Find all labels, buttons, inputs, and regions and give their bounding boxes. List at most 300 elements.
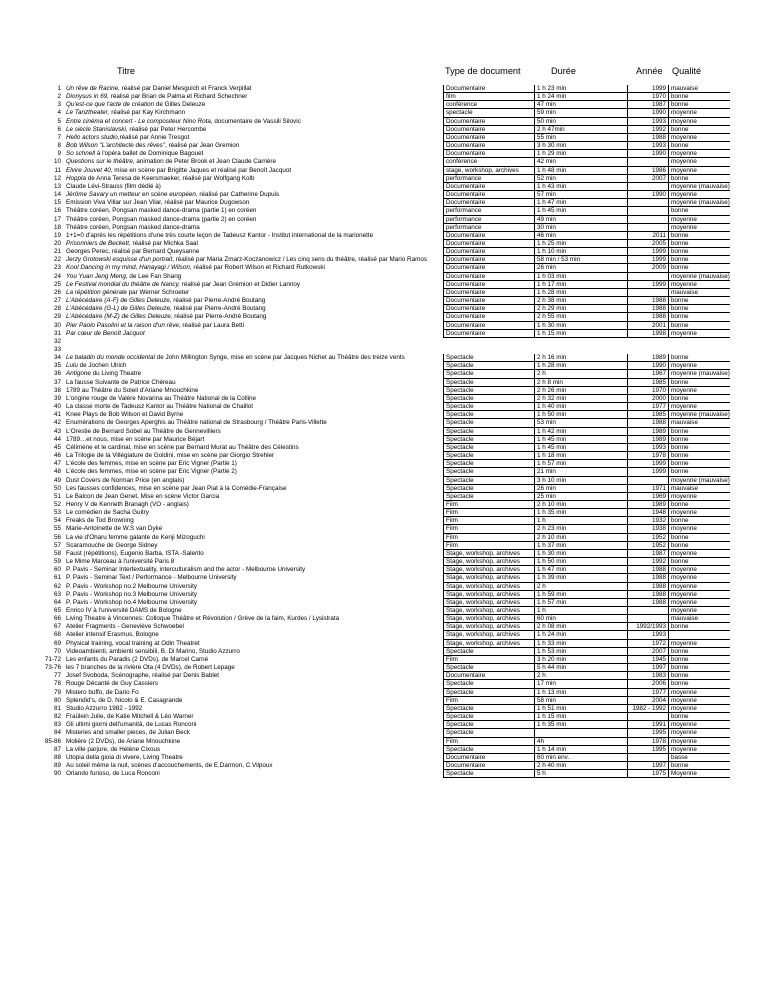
title-text: 1789…et nous, mise en scène par Maurice Béjart — [66, 435, 205, 443]
title-text: Misteries and smaller pieces, de Julian Beck — [66, 729, 190, 737]
table-row — [0, 631, 768, 639]
title-text: 1+1=0 d'après les répétitions d'une très courte leçon de Tadeusz Kantor - Institut international de la marionette — [66, 231, 374, 239]
year-cell: 1988 — [627, 599, 668, 607]
table-row — [0, 191, 768, 199]
duration-cell: 1 h 45 min — [534, 207, 627, 215]
duration-cell: 1 h 37 min — [534, 542, 627, 550]
title-text: La vie d'Oharu femme galante de Kenji Mizoguchi — [66, 533, 205, 541]
row-number: 9 — [57, 150, 61, 158]
year-cell — [627, 289, 668, 297]
quality-cell: bonne — [668, 207, 730, 215]
title-cell — [64, 738, 443, 746]
quality-cell — [668, 346, 730, 354]
title-cell — [64, 460, 443, 468]
title-text: par Werner Schroeter — [126, 288, 190, 296]
type-cell: Spectacle — [443, 721, 534, 729]
table-row — [0, 85, 768, 93]
year-cell: 1999 — [627, 248, 668, 256]
duration-cell — [534, 729, 627, 737]
title-cell — [64, 289, 443, 297]
header-type: Type de document — [445, 66, 521, 76]
title-cell — [64, 281, 443, 289]
row-number: 24 — [53, 272, 61, 280]
duration-cell: 58 min — [534, 697, 627, 705]
title-cell — [64, 207, 443, 215]
title-cell — [64, 175, 443, 183]
row-number: 21 — [53, 248, 61, 256]
duration-cell: 1 h 33 min — [534, 640, 627, 648]
table-row — [0, 281, 768, 289]
duration-cell: 1 h 50 min — [534, 411, 627, 419]
title-cell — [64, 248, 443, 256]
title-italic: Hello actors studio, — [66, 133, 120, 141]
row-number: 42 — [53, 419, 61, 427]
title-text: à l'opéra ballet de Dominique Bagouet — [95, 150, 204, 158]
title-cell — [64, 452, 443, 460]
title-cell — [64, 672, 443, 680]
row-number: 52 — [53, 500, 61, 508]
title-text: Emission Viva Villar sur Jean Vilar, réalisé par Maurice Dugowson — [66, 199, 250, 207]
type-cell: Spectacle — [443, 729, 534, 737]
title-cell — [64, 134, 443, 142]
title-cell — [64, 468, 443, 476]
row-number: 68 — [53, 631, 61, 639]
table-row — [0, 689, 768, 697]
title-italic: Pier Paolo Pasolini et la raison d'un rêve, — [66, 321, 181, 329]
year-cell: 1975 — [627, 770, 668, 778]
duration-cell: 49 min — [534, 216, 627, 224]
title-text: , réalisé par Catherine Dupuis — [195, 191, 280, 199]
row-number: 69 — [53, 639, 61, 647]
title-text: Le Balcon de Jean Genet, Mise en scène Victor Garcia — [66, 492, 220, 500]
title-italic: Le siècle Stanislavski, — [66, 125, 128, 133]
title-text: Videoambienti, ambienti sensibili, B. Di Marino, Studio Azzurro — [66, 647, 240, 655]
row-number: 78 — [53, 680, 61, 688]
table-row — [0, 134, 768, 142]
title-cell — [64, 485, 443, 493]
quality-cell: moyenne — [668, 583, 730, 591]
title-italic: Le Tanztheater — [66, 109, 108, 117]
quality-cell: moyenne — [668, 721, 730, 729]
year-cell: 1989 — [627, 354, 668, 362]
year-cell: 2006 — [627, 680, 668, 688]
type-cell: Documentaire — [443, 142, 534, 150]
title-text: P. Pavis - Workshop no.3 Melbourne University — [66, 590, 198, 598]
row-number: 50 — [53, 484, 61, 492]
table-row — [0, 273, 768, 281]
table-row — [0, 248, 768, 256]
quality-cell: moyenne — [668, 167, 730, 175]
row-number: 87 — [53, 745, 61, 753]
duration-cell: 1 h 40 min — [534, 403, 627, 411]
row-number: 88 — [53, 753, 61, 761]
year-cell: 1948 — [627, 509, 668, 517]
duration-cell: 1 h 59 min — [534, 591, 627, 599]
type-cell: Spectacle — [443, 664, 534, 672]
title-cell — [64, 322, 443, 330]
quality-cell: bonne — [668, 468, 730, 476]
title-cell — [64, 550, 443, 558]
table-row — [0, 583, 768, 591]
title-text: P. Pavis - Seminar Text / Performance - Melbourne University — [66, 574, 237, 582]
title-text: Splendid's, de D. Nicolo & E. Casagrande — [66, 696, 183, 704]
duration-cell: 42 min — [534, 158, 627, 166]
year-cell: 1989 — [627, 436, 668, 444]
title-cell — [64, 729, 443, 737]
duration-cell: 3 h 20 min — [534, 656, 627, 664]
year-cell: 1952 — [627, 534, 668, 542]
title-cell — [64, 273, 443, 281]
row-number: 15 — [53, 199, 61, 207]
quality-cell: moyenne (mauvaise) — [668, 477, 730, 485]
title-text: Josef Svoboda, Scénographe, réalisé par Denis Bablet — [66, 672, 219, 680]
type-cell: conférence — [443, 101, 534, 109]
duration-cell — [534, 338, 627, 346]
title-italic: L'Abécédaire (M-Z) de Gilles Deleuze, — [66, 313, 173, 321]
title-cell — [64, 264, 443, 272]
duration-cell: 46 min — [534, 232, 627, 240]
quality-cell — [668, 338, 730, 346]
year-cell — [627, 607, 668, 615]
quality-cell: bonne — [668, 713, 730, 721]
table-row — [0, 615, 768, 623]
duration-cell: 1 h 57 min — [534, 460, 627, 468]
title-text: Faust (répétitions), Eugenio Barba, ISTA -Salerito — [66, 549, 204, 557]
title-text: de Jochen Ulrich — [77, 362, 127, 370]
quality-cell: bonne — [668, 256, 730, 264]
title-cell — [64, 631, 443, 639]
row-number: 89 — [53, 761, 61, 769]
type-cell: Spectacle — [443, 689, 534, 697]
title-italic: Lulu — [66, 362, 78, 370]
year-cell: 1997 — [627, 664, 668, 672]
row-number: 59 — [53, 558, 61, 566]
title-cell — [64, 411, 443, 419]
row-number: 53 — [53, 509, 61, 517]
type-cell: Documentaire — [443, 240, 534, 248]
year-cell: 1995 — [627, 729, 668, 737]
type-cell: Spectacle — [443, 379, 534, 387]
duration-cell: 2 h 08 min — [534, 623, 627, 631]
title-italic: La répétition générale — [66, 288, 127, 296]
quality-cell: moyenne — [668, 509, 730, 517]
table-row — [0, 525, 768, 533]
year-cell: 1969 — [627, 493, 668, 501]
type-cell: performance — [443, 175, 534, 183]
table-row — [0, 419, 768, 427]
duration-cell: 1 h 51 min — [534, 705, 627, 713]
duration-cell: 2 h 8 min — [534, 379, 627, 387]
row-number: 38 — [53, 386, 61, 394]
title-cell — [64, 746, 443, 754]
title-text: La classe morte de Tadeusz Kantor au Théâtre National de Chaillot — [66, 403, 254, 411]
duration-cell: 1 h 48 min — [534, 167, 627, 175]
row-number: 19 — [53, 231, 61, 239]
table-row — [0, 118, 768, 126]
duration-cell: 5 h — [534, 770, 627, 778]
duration-cell: 60 min env. — [534, 754, 627, 762]
title-cell — [64, 93, 443, 101]
row-number: 25 — [53, 280, 61, 288]
quality-cell: moyenne — [668, 525, 730, 533]
quality-cell: bonne — [668, 436, 730, 444]
title-italic: Bob Wilson "L'architecte des rêves" — [66, 142, 166, 150]
title-text: Théâtre coréen, Pongsan masked dance-drama — [66, 223, 200, 231]
table-row — [0, 493, 768, 501]
title-text: Atelier intensif Erasmus, Bologne — [66, 631, 159, 639]
title-cell — [64, 721, 443, 729]
title-text: , réalisé par Kay Kirchmann — [107, 109, 186, 117]
title-text: , réalisé par Michka Saal — [129, 239, 198, 247]
title-text: , animation de Peter Brook et Jean Claude Carrière — [132, 158, 277, 166]
table-row — [0, 452, 768, 460]
duration-cell: 1 h 35 min — [534, 721, 627, 729]
title-cell — [64, 477, 443, 485]
table-row — [0, 330, 768, 338]
title-italic: L'Abécédaire (A-F) de Gilles Deleuze, — [66, 297, 172, 305]
quality-cell: moyenne — [668, 697, 730, 705]
row-number: 67 — [53, 623, 61, 631]
type-cell: Spectacle — [443, 444, 534, 452]
title-cell — [64, 150, 443, 158]
header-duration: Durée — [551, 66, 577, 76]
quality-cell: bonne — [668, 648, 730, 656]
row-number: 58 — [53, 549, 61, 557]
quality-cell: bonne — [668, 762, 730, 770]
quality-cell: bonne — [668, 395, 730, 403]
table-row — [0, 738, 768, 746]
table-row — [0, 297, 768, 305]
duration-cell: 1 h 30 min — [534, 550, 627, 558]
row-number: 77 — [53, 672, 61, 680]
type-cell: Documentaire — [443, 672, 534, 680]
title-text: réalisé par Annie Tresgot — [119, 133, 190, 141]
title-text: Molière (2 DVDs), de Ariane Mnouchkine — [66, 737, 181, 745]
table-row — [0, 289, 768, 297]
title-cell — [64, 713, 443, 721]
type-cell: Film — [443, 509, 534, 517]
duration-cell: 1 h 57 min — [534, 599, 627, 607]
title-cell — [64, 493, 443, 501]
duration-cell: 1 h 42 min — [534, 428, 627, 436]
year-cell: 1993 — [627, 631, 668, 639]
title-cell — [64, 607, 443, 615]
table-row — [0, 411, 768, 419]
title-italic: Prisonniers de Beckett — [66, 239, 129, 247]
title-text: P. Pavis - Workshop no.2 Melbourne University — [66, 582, 198, 590]
table-row — [0, 224, 768, 232]
type-cell: Film — [443, 656, 534, 664]
title-italic: Questions sur le théâtre — [66, 158, 133, 166]
row-number: 5 — [57, 117, 61, 125]
title-cell — [64, 118, 443, 126]
table-row — [0, 558, 768, 566]
duration-cell: 3 h 10 min — [534, 477, 627, 485]
table-row — [0, 697, 768, 705]
title-text: Studio Azzurro 1982 - 1992 — [66, 704, 143, 712]
duration-cell: 1 h 47 min — [534, 566, 627, 574]
quality-cell: bonne — [668, 101, 730, 109]
row-number: 35 — [53, 362, 61, 370]
quality-cell: mauvaise — [668, 419, 730, 427]
table-row — [0, 534, 768, 542]
quality-cell: moyenne — [668, 134, 730, 142]
row-number: 32 — [53, 337, 61, 345]
type-cell: Documentaire — [443, 118, 534, 126]
row-number: 64 — [53, 598, 61, 606]
row-number: 71-72 — [44, 655, 61, 663]
year-cell: 1999 — [627, 256, 668, 264]
row-number: 30 — [53, 321, 61, 329]
quality-cell: bonne — [668, 680, 730, 688]
title-text: réalisé par Brian de Palma et Richard Schechner — [109, 93, 248, 101]
duration-cell: 1 h 03 min — [534, 273, 627, 281]
year-cell: 1932 — [627, 517, 668, 525]
type-cell — [443, 346, 534, 354]
title-text: Gli ultimi giorni dell'umanità, de Lucas Ronconi — [66, 721, 197, 729]
title-text: , mise en scène par Brigitte Jaques et réalisé par Benoît Jacquot — [110, 166, 292, 174]
type-cell: Film — [443, 697, 534, 705]
title-cell — [64, 183, 443, 191]
title-cell — [64, 232, 443, 240]
title-text: Le Mime Marceau à l'université Paris 8 — [66, 558, 175, 566]
title-text: L'origine rouge de Valère Novarina au Théâtre National de la Colline — [66, 394, 256, 402]
type-cell: Spectacle — [443, 746, 534, 754]
title-text: réalisé par Pierre-André Boutang — [171, 305, 266, 313]
duration-cell: 53 min — [534, 419, 627, 427]
year-cell: 1977 — [627, 403, 668, 411]
year-cell: 2007 — [627, 648, 668, 656]
title-cell — [64, 591, 443, 599]
quality-cell: bonne — [668, 305, 730, 313]
year-cell: 1988 — [627, 297, 668, 305]
duration-cell: 4h — [534, 738, 627, 746]
type-cell: spectacle — [443, 109, 534, 117]
title-cell — [64, 428, 443, 436]
title-text: Enrico IV à l'université DAMS de Bologne — [66, 607, 182, 614]
type-cell: Documentaire — [443, 232, 534, 240]
title-cell — [64, 501, 443, 509]
duration-cell: 1 h — [534, 517, 627, 525]
table-row — [0, 762, 768, 770]
year-cell: 1993 — [627, 142, 668, 150]
title-text: réalisé par Robert Wilson et Richard Rutkowski — [191, 264, 325, 272]
row-number: 17 — [53, 215, 61, 223]
title-text: Claude Lévi-Strauss (film dédié à) — [66, 182, 161, 190]
row-number: 31 — [53, 329, 61, 337]
title-cell — [64, 623, 443, 631]
type-cell: Spectacle — [443, 362, 534, 370]
quality-cell: moyenne — [668, 109, 730, 117]
type-cell: Documentaire — [443, 330, 534, 338]
year-cell: 1983 — [627, 672, 668, 680]
title-italic: Elvire Jouvet 40 — [66, 166, 111, 174]
title-cell — [64, 754, 443, 762]
year-cell: 1990 — [627, 191, 668, 199]
row-number: 26 — [53, 288, 61, 296]
duration-cell: 58 min / 53 min — [534, 256, 627, 264]
title-text: Physical training, vocal training at Odin Theatret — [66, 639, 200, 647]
year-cell: 1992 — [627, 558, 668, 566]
duration-cell: 1 h 45 min — [534, 444, 627, 452]
duration-cell: 1 h 28 min — [534, 362, 627, 370]
type-cell: Documentaire — [443, 134, 534, 142]
year-cell: 1999 — [627, 281, 668, 289]
type-cell: Spectacle — [443, 680, 534, 688]
year-cell: 1999 — [627, 460, 668, 468]
document-table — [0, 85, 768, 778]
duration-cell: 59 min — [534, 109, 627, 117]
title-italic: L'Abécédaire (G-L) de Gilles Deleuze, — [66, 305, 172, 313]
type-cell: Documentaire — [443, 150, 534, 158]
title-cell — [64, 525, 443, 533]
row-number: 79 — [53, 688, 61, 696]
row-number: 7 — [57, 133, 61, 141]
type-cell: Spectacle — [443, 713, 534, 721]
year-cell — [627, 713, 668, 721]
row-number: 84 — [53, 729, 61, 737]
title-text: Les fausses confidences, mise en scène par Jean Piat à la Comédie-Française — [66, 484, 287, 492]
type-cell: Stage, workshop, archives — [443, 550, 534, 558]
title-text: réalisé par Jean Grémion et Didier Lannoy — [180, 280, 301, 288]
duration-cell: 47 min — [534, 101, 627, 109]
type-cell: Documentaire — [443, 281, 534, 289]
title-italic: Par cœur de Benoît Jacquot — [66, 329, 145, 337]
type-cell: Documentaire — [443, 85, 534, 93]
table-row — [0, 142, 768, 150]
type-cell: Stage, workshop, archives — [443, 583, 534, 591]
row-number: 23 — [53, 264, 61, 272]
row-number: 46 — [53, 452, 61, 460]
type-cell: Spectacle — [443, 419, 534, 427]
duration-cell: 2 h 47min — [534, 126, 627, 134]
duration-cell: 1 h 17 min — [534, 281, 627, 289]
year-cell: 1993 — [627, 444, 668, 452]
year-cell — [627, 199, 668, 207]
year-cell: 1988 — [627, 134, 668, 142]
duration-cell: 2 h 55 min — [534, 313, 627, 321]
quality-cell: moyenne (mauvaise) — [668, 273, 730, 281]
year-cell: 1970 — [627, 93, 668, 101]
duration-cell: 1 h 18 min — [534, 452, 627, 460]
quality-cell: bonne — [668, 517, 730, 525]
title-cell — [64, 419, 443, 427]
title-italic: Le baladin du monde occidental — [66, 354, 155, 362]
title-cell — [64, 158, 443, 166]
year-cell — [627, 346, 668, 354]
duration-cell: 5 h 44 min — [534, 664, 627, 672]
title-cell — [64, 395, 443, 403]
title-cell — [64, 85, 443, 93]
table-row — [0, 395, 768, 403]
type-cell: Spectacle — [443, 705, 534, 713]
row-number: 1 — [57, 85, 61, 92]
title-cell — [64, 664, 443, 672]
row-number: 14 — [53, 191, 61, 199]
title-text: 1789 au Théâtre du Soleil d'Ariane Mnouchkine — [66, 386, 199, 394]
year-cell: 1988 — [627, 419, 668, 427]
duration-cell: 26 min — [534, 264, 627, 272]
quality-cell: bonne — [668, 264, 730, 272]
duration-cell: 1 h 45 min — [534, 436, 627, 444]
title-text: Atelier Fragments - Geneviève Schwoebel — [66, 623, 184, 631]
table-row — [0, 428, 768, 436]
table-row — [0, 640, 768, 648]
quality-cell: bonne — [668, 142, 730, 150]
title-text: Marie-Antoinette de W.S van Dyke — [66, 525, 163, 533]
quality-cell: moyenne — [668, 403, 730, 411]
title-cell — [64, 216, 443, 224]
